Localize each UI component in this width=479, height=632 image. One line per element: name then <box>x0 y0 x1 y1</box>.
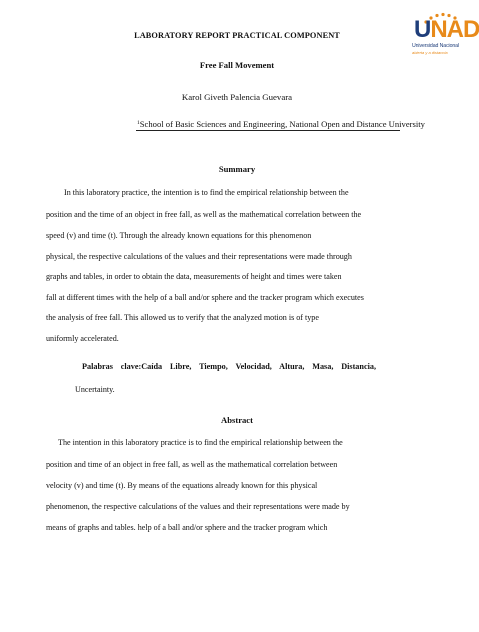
summary-heading: Summary <box>218 164 256 174</box>
abstract-heading: Abstract <box>221 415 253 425</box>
summary-line: speed (v) and time (t). Through the already known equations for this phenomenon <box>46 231 312 240</box>
abstract-line: phenomenon, the respective calculations of the values and their representations were made by <box>46 502 350 511</box>
keywords-label: Palabras clave: <box>82 362 142 371</box>
affiliation-marker: 1 <box>137 120 140 126</box>
keywords-list: Caída Libre, Tiempo, Velocidad, Altura, Masa, Distancia, <box>141 362 376 371</box>
paper-title: Free Fall Movement <box>199 60 275 70</box>
report-title: LABORATORY REPORT PRACTICAL COMPONENT <box>134 31 340 40</box>
summary-line: the analysis of free fall. This allowed us to verify that the analyzed motion is of type <box>46 313 319 322</box>
author-name: Karol Giveth Palencia Guevara <box>181 92 293 102</box>
summary-line: graphs and tables, in order to obtain the data, measurements of height and times were taken <box>46 272 342 281</box>
summary-line: In this laboratory practice, the intention is to find the empirical relationship between the <box>64 188 349 197</box>
logo-wordmark: UNAD <box>414 16 479 43</box>
affiliation-underline <box>136 130 400 131</box>
abstract-line: The intention in this laboratory practice is to find the empirical relationship between the <box>58 438 343 447</box>
summary-line: physical, the respective calculations of the values and their representations were made through <box>46 252 352 261</box>
logo-subtitle: Universidad Nacional <box>412 43 460 49</box>
abstract-line: velocity (v) and time (t). By means of the equations already known for this physical <box>46 481 318 490</box>
keywords-line <box>82 362 376 371</box>
summary-line: fall at different times with the help of a ball and/or sphere and the tracker program which executes <box>46 293 364 302</box>
summary-line: uniformly accelerated. <box>46 334 119 343</box>
abstract-line: position and time of an object in free fall, as well as the mathematical correlation between <box>46 460 338 469</box>
abstract-line: means of graphs and tables. help of a ball and/or sphere and the tracker program which <box>46 523 328 532</box>
logo-tagline: abierta y a distancia <box>412 50 448 55</box>
summary-line: position and the time of an object in free fall, as well as the mathematical correlation between the <box>46 210 362 219</box>
affiliation-text: School of Basic Sciences and Engineering, National Open and Distance University <box>139 119 425 129</box>
affiliation <box>137 119 425 129</box>
keywords-continuation: Uncertainty. <box>75 385 115 394</box>
